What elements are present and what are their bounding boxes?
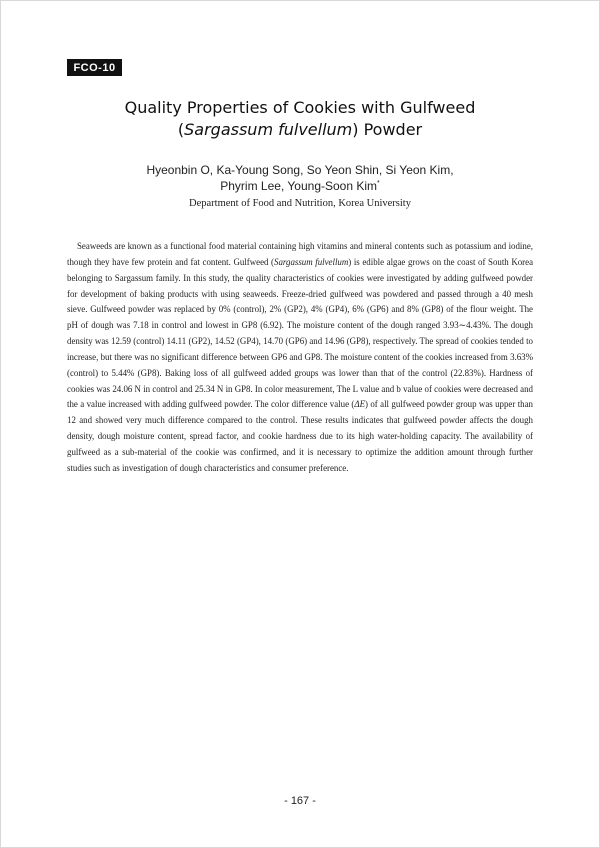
authors-line-1: Hyeonbin O, Ka-Young Song, So Yeon Shin, Si Yeon Kim, xyxy=(146,163,454,177)
title-line-1: Quality Properties of Cookies with Gulfweed xyxy=(124,98,476,117)
authors-line-2-text: Phyrim Lee, Young-Soon Kim xyxy=(220,179,378,193)
abstract-text-3: ) of all gulfweed powder group was upper than 12 and showed very much difference compared to the control. These results indicates that gulfweed powder affects the dough density, dough moisture content, spread factor, and cookie hardness due to its high water-holding capacity. The availability of gulfweed as a sub-material of the cookie was confirmed, and it is necessary to optimize the addition amount through further studies such as investigation of dough characteristics and consumer preference. xyxy=(67,399,533,473)
title-line-2-end: ) Powder xyxy=(352,120,423,139)
abstract-text-1: Seaweeds are known as a functional food material containing high vitamins and mineral contents such as potassium and iodine, though they have few protein and fat content. Gulfweed ( xyxy=(67,241,533,267)
abstract-paragraph xyxy=(67,239,533,477)
session-code-badge: FCO-10 xyxy=(67,59,122,76)
corresponding-author-mark: * xyxy=(377,180,380,187)
abstract-text-2: ) is edible algae grows on the coast of South Korea belonging to Sargassum family. In this study, the quality characteristics of cookies were investigated by adding gulfweed powder for development of baking products with using seaweeds. Freeze-dried gulfweed was powdered and passed through a 40 mesh sieve. Gulfweed powder was replaced by 0% (control), 2% (GP2), 4% (GP4), 6% (GP6) and 8% (GP8) of the flour weight. The pH of dough was 7.18 in control and lowest in GP8 (6.92). The moisture content of the dough ranged 3.93∼4.43%. The dough density was 12.59 (control) 14.11 (GP2), 14.52 (GP4), 14.70 (GP6) and 14.96 (GP8), respectively. The spread of cookies tended to increase, but there was no significant difference between GP6 and GP8. The moisture content of the cookies increased from 3.63% (control) to 5.44% (GP8). Baking loss of all gulfweed added groups was lower than that of the control (22.83%). Hardness of cookies was 24.06 N in control and 25.34 N in GP8. In color measurement, The L value and b value of cookies were decreased and the a value increased with adding gulfweed powder. The color difference value ( xyxy=(67,256,534,410)
author-list xyxy=(0,162,600,194)
paper-title xyxy=(0,97,600,141)
title-line-2 xyxy=(0,119,600,141)
abstract-species: Sargassum fulvellum xyxy=(274,256,349,267)
affiliation: Department of Food and Nutrition, Korea University xyxy=(189,198,411,209)
title-species: Sargassum fulvellum xyxy=(184,120,353,139)
page-number: - 167 - xyxy=(284,795,316,807)
authors-line-2 xyxy=(0,178,600,194)
title-paren-open: ( xyxy=(177,120,185,139)
abstract-delta-e: ΔE xyxy=(354,399,365,410)
